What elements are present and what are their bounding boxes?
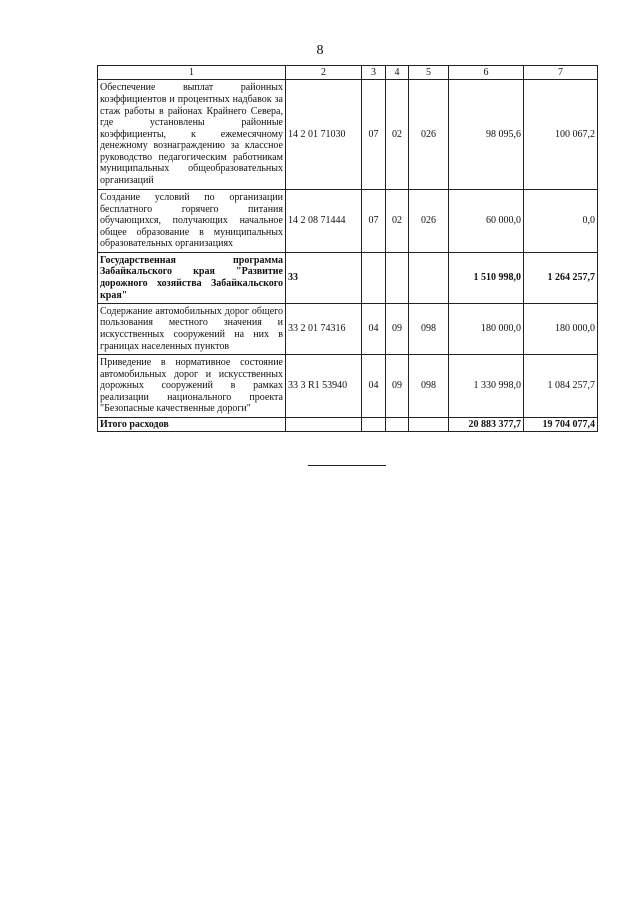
header-cell: 7 [524, 66, 598, 80]
table-row [98, 355, 598, 418]
end-rule-divider [308, 465, 386, 466]
row-sum-1: 1 510 998,0 [449, 253, 524, 304]
budget-table [97, 65, 598, 432]
row-expense-type [409, 418, 449, 432]
table-row [98, 253, 598, 304]
row-name: Государственная программа Забайкальского края "Развитие дорожного хозяйства Забайкальского края" [98, 253, 286, 304]
row-subsection [386, 418, 409, 432]
row-section [362, 418, 386, 432]
row-subsection [386, 253, 409, 304]
row-code: 14 2 01 71030 [286, 80, 362, 190]
row-sum-1: 180 000,0 [449, 304, 524, 355]
row-section: 04 [362, 304, 386, 355]
row-sum-2: 100 067,2 [524, 80, 598, 190]
row-code [286, 418, 362, 432]
row-section [362, 253, 386, 304]
row-code: 33 [286, 253, 362, 304]
header-cell: 5 [409, 66, 449, 80]
table-row-total [98, 418, 598, 432]
row-expense-type: 026 [409, 80, 449, 190]
total-label: Итого расходов [98, 418, 286, 432]
row-name: Обеспечение выплат районных коэффициентов и процентных надбавок за стаж работы в районах Крайнего Севера, где установлены районные коэффициенты, к ежемесячному денежному вознаграждению за классное руководство педагогическим работникам муниципальных общеобразовательных организаций [98, 80, 286, 190]
page-number: 8 [316, 43, 324, 58]
row-name: Приведение в нормативное состояние автомобильных дорог и искусственных дорожных сооружений в рамках реализации национального проекта "Безопасные качественные дороги" [98, 355, 286, 418]
total-sum-2: 19 704 077,4 [524, 418, 598, 432]
row-sum-2: 0,0 [524, 190, 598, 253]
row-expense-type: 098 [409, 304, 449, 355]
table-row [98, 304, 598, 355]
row-expense-type: 026 [409, 190, 449, 253]
row-code: 33 2 01 74316 [286, 304, 362, 355]
row-subsection: 02 [386, 190, 409, 253]
header-cell: 1 [98, 66, 286, 80]
header-cell: 4 [386, 66, 409, 80]
row-code: 33 3 R1 53940 [286, 355, 362, 418]
row-sum-1: 60 000,0 [449, 190, 524, 253]
header-cell: 6 [449, 66, 524, 80]
row-code: 14 2 08 71444 [286, 190, 362, 253]
row-sum-2: 180 000,0 [524, 304, 598, 355]
row-sum-1: 98 095,6 [449, 80, 524, 190]
row-section: 07 [362, 190, 386, 253]
row-sum-2: 1 264 257,7 [524, 253, 598, 304]
row-name: Содержание автомобильных дорог общего пользования местного значения и искусственных сооружений на них в границах населенных пунктов [98, 304, 286, 355]
row-expense-type [409, 253, 449, 304]
header-cell: 3 [362, 66, 386, 80]
total-sum-1: 20 883 377,7 [449, 418, 524, 432]
row-name: Создание условий по организации бесплатного горячего питания обучающихся, получающих начальное общее образование в муниципальных образовательных организациях [98, 190, 286, 253]
row-sum-1: 1 330 998,0 [449, 355, 524, 418]
table-header-row [98, 66, 598, 80]
table-row [98, 80, 598, 190]
row-expense-type: 098 [409, 355, 449, 418]
row-section: 04 [362, 355, 386, 418]
row-sum-2: 1 084 257,7 [524, 355, 598, 418]
row-subsection: 09 [386, 304, 409, 355]
row-subsection: 02 [386, 80, 409, 190]
row-section: 07 [362, 80, 386, 190]
header-cell: 2 [286, 66, 362, 80]
table-row [98, 190, 598, 253]
row-subsection: 09 [386, 355, 409, 418]
